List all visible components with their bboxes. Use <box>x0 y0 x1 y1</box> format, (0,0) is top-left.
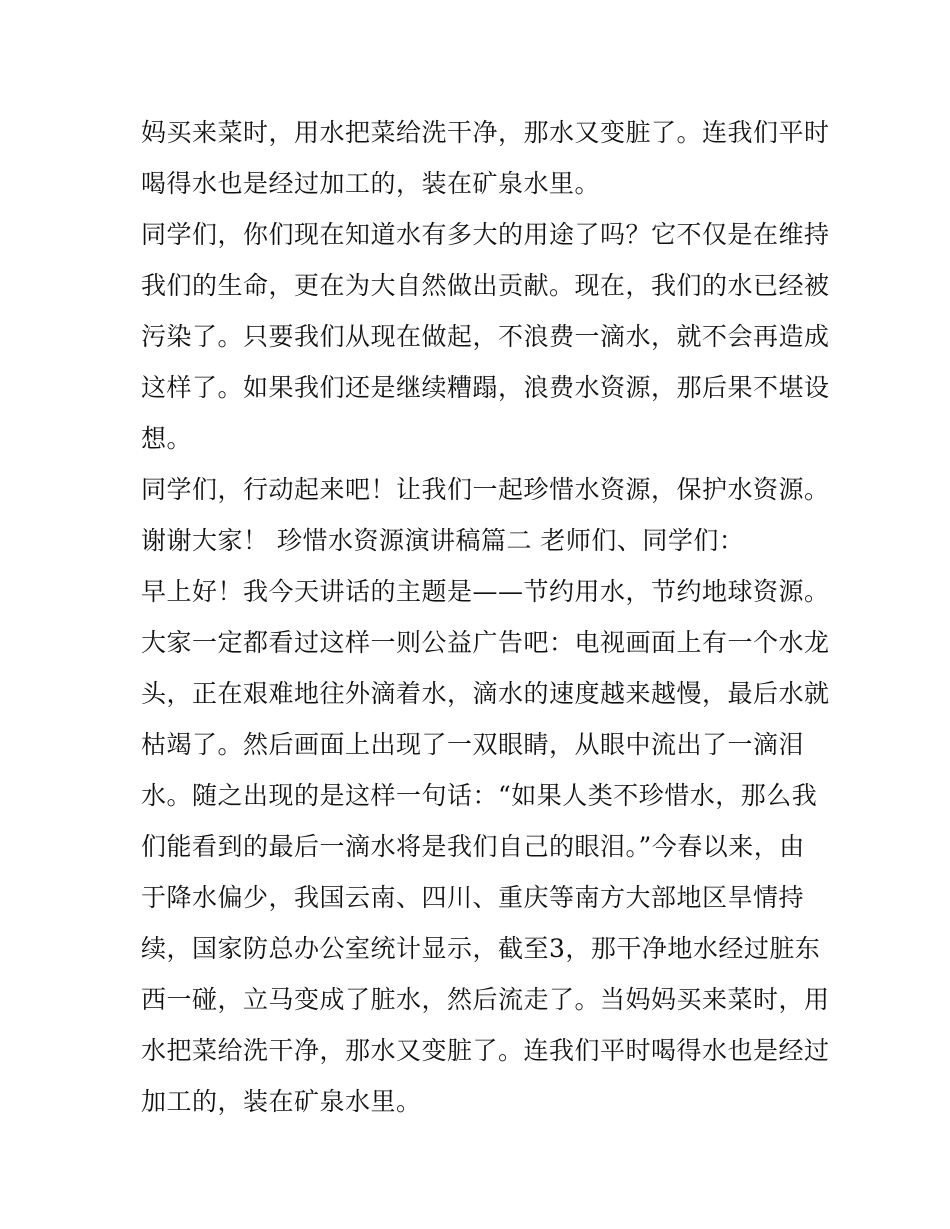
text-line: 们能看到的最后一滴水将是我们自己的眼泪。”今春以来，由 <box>141 832 805 861</box>
text-line: 加工的，装在矿泉水里。 <box>141 1087 422 1116</box>
text-line: 这样了。如果我们还是继续糟蹋，浪费水资源，那后果不堪设 <box>141 373 830 402</box>
text-line: 西一碰，立马变成了脏水，然后流走了。当妈妈买来菜时，用 <box>141 985 830 1014</box>
text-line: 大家一定都看过这样一则公益广告吧：电视画面上有一个水龙 <box>141 628 830 657</box>
text-line: 同学们，你们现在知道水有多大的用途了吗？它不仅是在维持 <box>141 220 830 249</box>
text-line: 水把菜给洗干净，那水又变脏了。连我们平时喝得水也是经过 <box>141 1036 830 1065</box>
text-line: 污染了。只要我们从现在做起，不浪费一滴水，就不会再造成 <box>141 322 830 351</box>
text-line: 喝得水也是经过加工的，装在矿泉水里。 <box>141 169 601 198</box>
text-line: 续，国家防总办公室统计显示，截至3，那干净地水经过脏东 <box>141 934 821 963</box>
document-body <box>141 107 830 1127</box>
text-line: 我们的生命，更在为大自然做出贡献。现在，我们的水已经被 <box>141 271 830 300</box>
text-line: 水。随之出现的是这样一句话：“如果人类不珍惜水，那么我 <box>141 781 818 810</box>
text-line: 谢谢大家！ 珍惜水资源演讲稿篇二 老师们、同学们： <box>141 526 745 555</box>
text-line: 于降水偏少，我国云南、四川、重庆等南方大部地区旱情持 <box>141 883 805 912</box>
text-line: 想。 <box>141 424 193 453</box>
text-line: 同学们，行动起来吧！让我们一起珍惜水资源，保护水资源。 <box>141 475 830 504</box>
text-line: 妈买来菜时，用水把菜给洗干净，那水又变脏了。连我们平时 <box>141 118 830 147</box>
text-line: 头，正在艰难地往外滴着水，滴水的速度越来越慢，最后水就 <box>141 679 830 708</box>
text-line: 枯竭了。然后画面上出现了一双眼睛，从眼中流出了一滴泪 <box>141 730 805 759</box>
text-line: 早上好！我今天讲话的主题是——节约用水，节约地球资源。 <box>141 577 830 606</box>
